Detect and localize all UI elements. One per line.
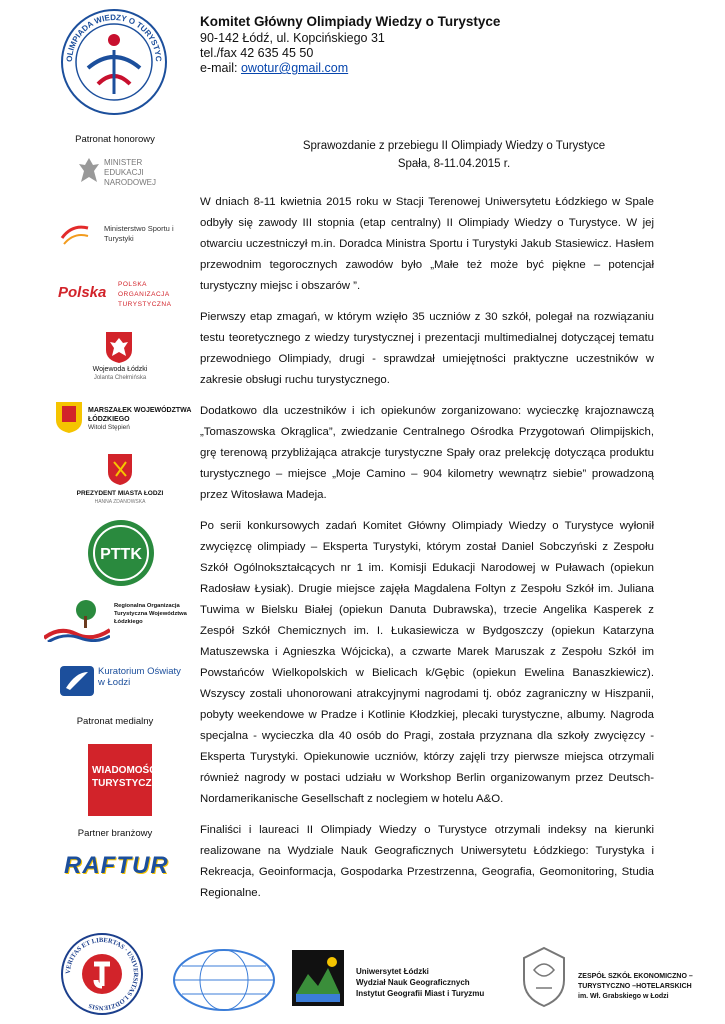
- paragraph: W dniach 8-11 kwietnia 2015 roku w Stacji Terenowej Uniwersytetu Łódzkiego w Spale odbyły się zawody III stopnia (etap centralny) II Olimpiady Wiedzy o Turystyce. W jej otwarciu uczestniczył m.in. Doradca Ministra Sportu i Turystyki Jakub Stasiewicz. Hasłem przewodnim tegorocznych zawodów było „Małe też może być piękne – potencjał turystyczny miejsc i obszarów ”.: [200, 196, 654, 292]
- rot-logo: Regionalna Organizacja Turystyczna Województwa Łódzkiego: [50, 596, 190, 646]
- sport-ministry-logo: Ministerstwo Sportu i Turystyki: [50, 222, 190, 248]
- committee-email: [200, 61, 348, 75]
- prezydent-logo: PREZYDENT MIASTA ŁODZI HANNA ZDANOWSKA: [50, 452, 190, 512]
- pttk-logo: [50, 518, 190, 588]
- committee-title: Komitet Główny Olimpiady Wiedzy o Turystyce: [200, 14, 501, 29]
- ul-seal-logo: [60, 932, 144, 1016]
- pot-logo: Polska POLSKA ORGANIZACJA TURYSTYCZNA: [58, 281, 172, 308]
- region-shield-icon: [54, 400, 84, 434]
- eagle-icon: [78, 156, 100, 186]
- committee-address: 90-142 Łódź, ul. Kopcińskiego 31: [200, 31, 385, 45]
- globe-icon: [168, 944, 276, 1016]
- city-landscape-icon: [292, 950, 344, 1006]
- honorary-patronage-label: Patronat honorowy: [75, 134, 155, 145]
- paragraph: Dodatkowo dla uczestników i ich opiekunów zorganizowano: wycieczkę krajoznawczą „Tomaszowska Okrąglica”, zwiedzanie Centralnego Ośrodka Przygotowań Olimpijskich, grę terenową przybliżająca atrakcje turystyczne Spały oraz prelekcję dotycząca produktu turystycznego – miejsce „Moje Camino – 904 kilometry wewnątrz siebie” prowadzoną przez Witosława Madeja.: [200, 405, 654, 501]
- ul-faculty-info: Uniwersytet Łódzki Wydział Nauk Geograficznych Instytut Geografii Miast i Turyzmu: [356, 967, 485, 998]
- sport-swoosh-icon: [60, 222, 90, 246]
- lodz-shield-icon: [106, 452, 134, 486]
- committee-phone: tel./fax 42 635 45 50: [200, 46, 314, 60]
- poland-eagle-shield-icon: [104, 330, 134, 364]
- email-label: e-mail:: [200, 61, 241, 75]
- paragraph: Finaliści i laureaci II Olimpiady Wiedzy o Turystyce otrzymali indeksy na kierunki realizowane na Wydziale Nauk Geograficznych Uniwersytetu Łódzkiego: Turystyka i Rekreacja, Geoinformacja, Gospodarka Przestrzenna, Geografia, Geomonitoring, Studia Regionalne.: [200, 824, 654, 899]
- report-title: Sprawozdanie z przebiegu II Olimpiady Wiedzy o Turystyce: [302, 140, 606, 152]
- kuratorium-logo: Kuratorium Oświaty w Łodzi: [50, 664, 190, 700]
- minister-logo: MINISTER EDUKACJI NARODOWEJ: [50, 156, 190, 190]
- paragraph: Pierwszy etap zmagań, w którym wzięło 35 uczniów z 30 szkół, polegał na rozwiązaniu testu teoretycznego z wiedzy turystycznej i prezentacji multimedialnej dotyczącej tematu przewodniego Olimpiady, drugi - sprawdzał umiejętności praktyczne uczestników w zakresie obsługi ruchu turystycznego.: [200, 311, 654, 386]
- wiadomosci-logo: WIADOMOŚCI TURYSTYCZNE: [88, 744, 152, 816]
- wojewoda-logo: Wojewoda Łódzki Jolanta Chełmińska: [50, 330, 190, 386]
- rot-landscape-icon: [44, 598, 110, 642]
- svg-text:VERITAS ET LIBERTAS · UNIVERSI: VERITAS ET LIBERTAS · UNIVERSITAS LODZIENSIS: [64, 936, 140, 1012]
- paragraph: Po serii konkursowych zadań Komitet Główny Olimpiady Wiedzy o Turystyce wyłonił zwycięzcę olimpiady – Eksperta Turystyki, którym został Daniel Sobczyński z Zespołu Szkół Ogólnokształcących nr 1 im. Komisji Edukacji Narodowej w Puławach (opiekun Radosław Łysiak). Drugie miejsce zajęła Magdalena Foltyn z Zespołu Szkół im. Juliana Tuwima w Bielsku Białej (opiekun Danuta Dubrawska), trzecie Angelika Kasperek z Zespół Szkół Chemicznych im. I. Łukasiewicza w Bydgoszczy (opiekun Katarzyna Matuszewska i Agnieszka Wójcicka), a czwarte Marek Maruszak z Zespołu Szkół im Powstańców Wielkopolskich w Bielicach k/Gębic (opiekun Ewelina Banaszkiewicz). Wszyscy zostali uhonorowani atrakcyjnymi nagrodami tj. obóz zagraniczny w Hiszpanii, pobyty weekendowe w Pradze i Kotlinie Kłodzkiej, plecaki turystyczne, albumy. Nagroda specjalna - wycieczka dla 40 osób do Pragi, została przyznana dla szkoły zwycięzcy - Eksperta Turystyki. Opiekunowie uczniów, którzy zajęli trzy pierwsze miejsca otrzymali również nagrody w postaci udziału w Workshop Berlin organizowanym przez Deutsch-Nordamerikanische Gesellschaft z noclegiem w hotelu A&O.: [200, 520, 654, 805]
- olympiad-logo: [58, 6, 170, 118]
- svg-text:OLIMPIADA WIEDZY O TURYSTYCE: OLIMPIADA WIEDZY O TURYSTYC: [64, 12, 164, 63]
- raftur-logo: RAFTUR: [64, 852, 169, 879]
- school-crest-logo: [518, 944, 570, 1010]
- marszalek-logo: MARSZAŁEK WOJEWÓDZTWA ŁÓDZKIEGO Witold Stępień: [50, 400, 190, 438]
- report-body: [200, 192, 654, 914]
- geography-faculty-logo: [168, 944, 276, 1016]
- crest-icon: [518, 944, 570, 1010]
- media-patronage-label: Patronat medialny: [76, 716, 154, 727]
- institute-logo: [292, 950, 344, 1006]
- kuratorium-feather-icon: [60, 666, 94, 696]
- industry-partner-label: Partner branżowy: [77, 828, 153, 839]
- report-place-date: Spała, 8-11.04.2015 r.: [397, 158, 511, 170]
- svg-text:PTTK: PTTK: [100, 546, 142, 563]
- school-info: ZESPÓŁ SZKÓŁ EKONOMICZNO – TURYSTYCZNO –HOTELARSKICH im. Wł. Grabskiego w Łodzi: [578, 973, 693, 1000]
- pttk-badge-icon: [86, 518, 156, 588]
- email-link[interactable]: owotur@gmail.com: [240, 61, 349, 75]
